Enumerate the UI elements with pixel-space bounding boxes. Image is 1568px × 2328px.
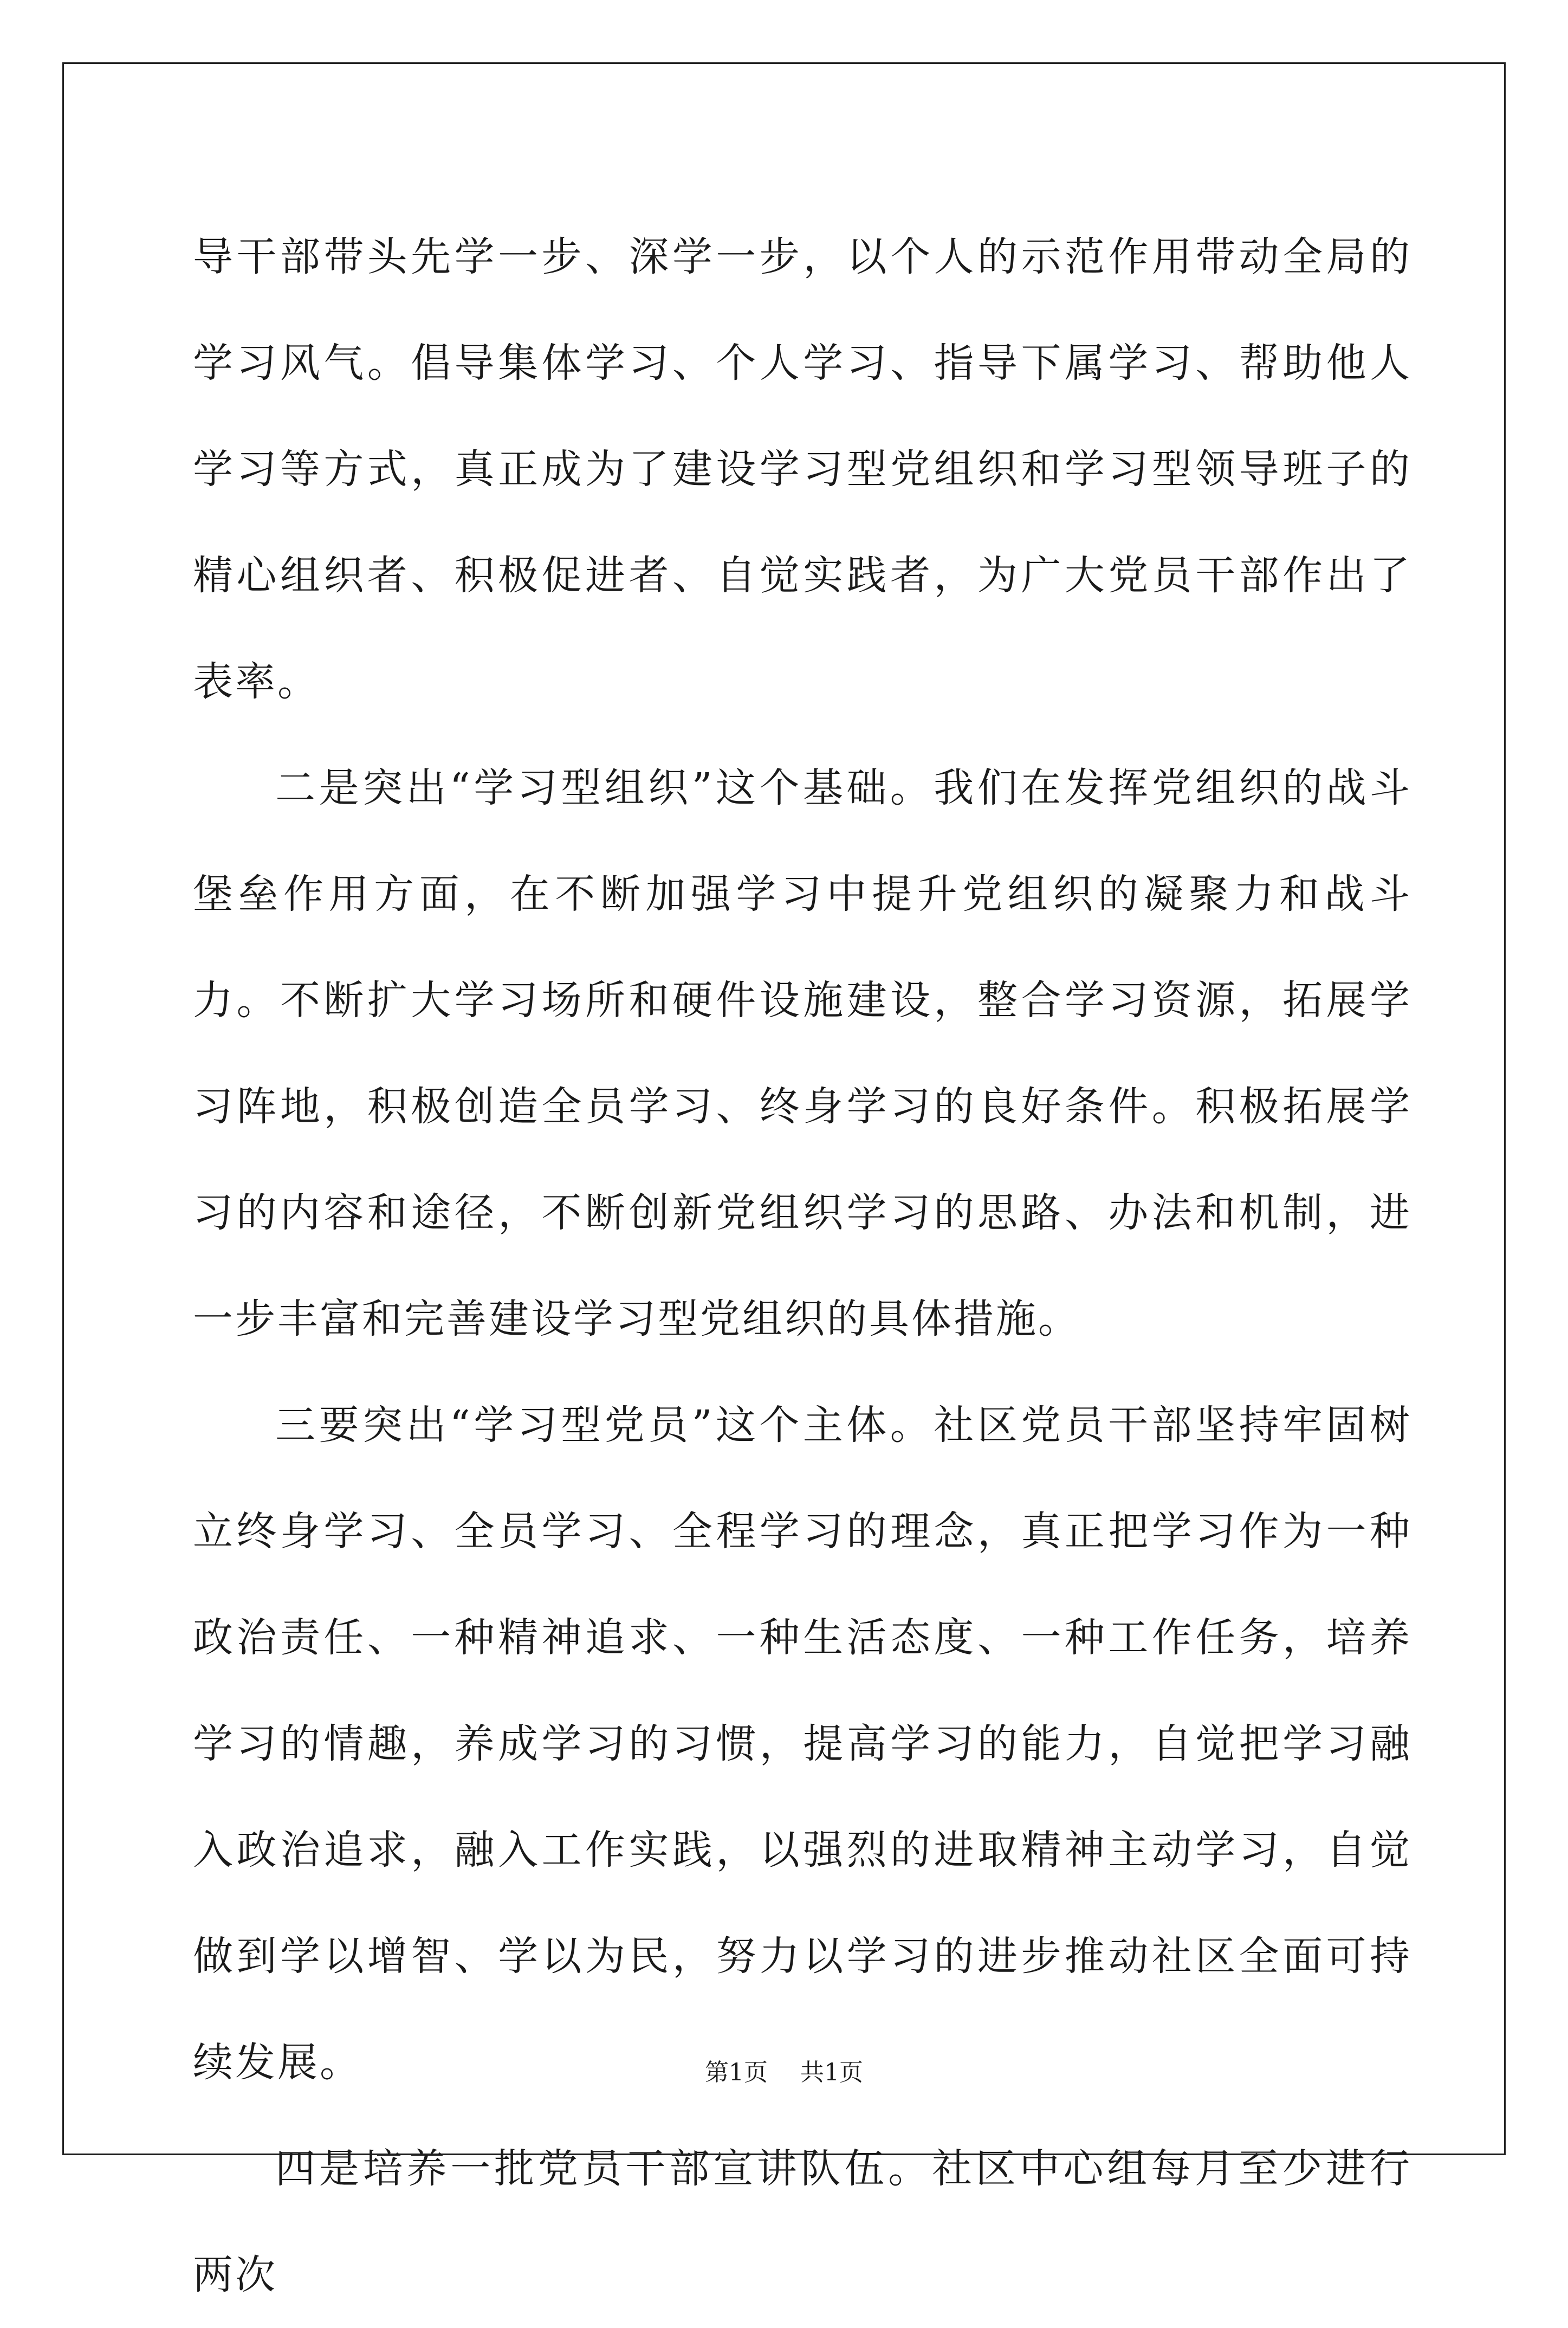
paragraph-2: 二是突出“学习型组织”这个基础。我们在发挥党组织的战斗堡垒作用方面，在不断加强学习中提升党组织的凝聚力和战斗力。不断扩大学习场所和硬件设施建设，整合学习资源，拓展学习阵地，积极创造全员学习、终身学习的良好条件。积极拓展学习的内容和途径，不断创新党组织学习的思路、办法和机制，进一步丰富和完善建设学习型党组织的具体措施。 xyxy=(193,765,1412,1342)
page-footer xyxy=(0,2053,1568,2087)
paragraph-3: 三要突出“学习型党员”这个主体。社区党员干部坚持牢固树立终身学习、全员学习、全程学习的理念，真正把学习作为一种政治责任、一种精神追求、一种生活态度、一种工作任务，培养学习的情趣，养成学习的习惯，提高学习的能力，自觉把学习融入政治追求，融入工作实践，以强烈的进取精神主动学习，自觉做到学以增智、学以为民，努力以学习的进步推动社区全面可持续发展。 xyxy=(193,1402,1412,2086)
paragraph-1: 导干部带头先学一步、深学一步，以个人的示范作用带动全局的学习风气。倡导集体学习、个人学习、指导下属学习、帮助他人学习等方式，真正成为了建设学习型党组织和学习型领导班子的精心组织者、积极促进者、自觉实践者，为广大党员干部作出了表率。 xyxy=(193,234,1412,705)
page-total: 共1页 xyxy=(800,2059,863,2086)
paragraph-4: 四是培养一批党员干部宣讲队伍。社区中心组每月至少进行两次 xyxy=(193,2145,1412,2298)
document-body xyxy=(193,204,1412,2328)
page-number: 第1页 xyxy=(705,2059,768,2086)
